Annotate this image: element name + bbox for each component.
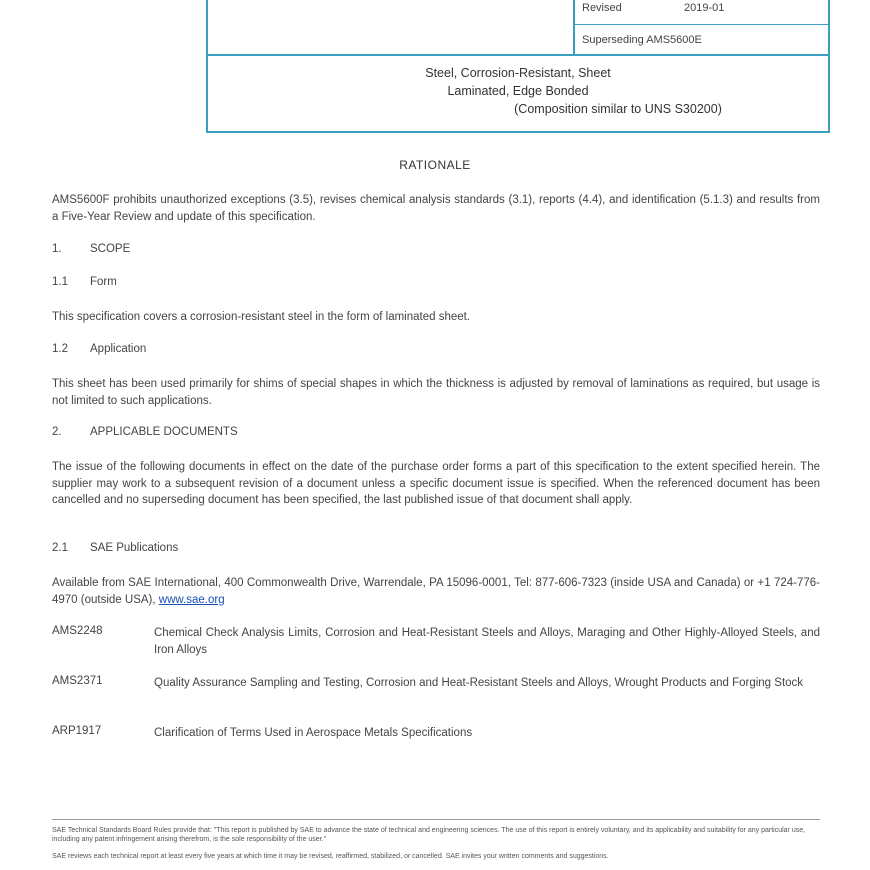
header-box bbox=[206, 0, 830, 133]
section-title: APPLICABLE DOCUMENTS bbox=[90, 426, 238, 438]
section-number: 1.2 bbox=[52, 343, 68, 355]
footer-notice-1: SAE Technical Standards Board Rules provide that: "This report is published by SAE to advance the state of technical and engineering sciences. The use of this report is entirely voluntary, and its applicability and suitability for any particular use, including any patent infringement arising therefrom, is the sole responsibility of the user." bbox=[52, 827, 806, 843]
title-line-3: (Composition similar to UNS S30200) bbox=[514, 102, 722, 116]
section-title: Application bbox=[90, 343, 147, 355]
section-1-2-heading bbox=[52, 343, 146, 355]
sae-availability-text bbox=[52, 575, 820, 608]
revised-value: 2019-01 bbox=[684, 2, 725, 14]
ref-code: AMS2371 bbox=[52, 675, 103, 687]
header-divider-small bbox=[573, 24, 830, 25]
section-number: 1. bbox=[52, 243, 62, 255]
ref-title: Chemical Check Analysis Limits, Corrosion and Heat-Resistant Steels and Alloys, Maraging and Other Highly-Alloyed Steels, and Iron Alloys bbox=[154, 627, 820, 656]
applicable-docs-text: The issue of the following documents in effect on the date of the purchase order forms a part of this specification to the extent specified herein. The supplier may work to a subsequent revision of a document unless a specific document issue is specified. When the referenced document has been cancelled and no superseding document has been specified, the last published issue of that document shall apply. bbox=[52, 461, 820, 506]
rationale-text: AMS5600F prohibits unauthorized exceptions (3.5), revises chemical analysis standards (3.1), reports (4.4), and identification (5.1.3) and results from a Five-Year Review and update of this specification. bbox=[52, 194, 820, 223]
section-number: 2.1 bbox=[52, 542, 68, 554]
section-1-heading bbox=[52, 243, 130, 255]
form-text: This specification covers a corrosion-resistant steel in the form of laminated sheet. bbox=[52, 311, 471, 323]
rationale-heading: RATIONALE bbox=[399, 158, 471, 172]
section-2-1-heading bbox=[52, 542, 178, 554]
superseding-label: Superseding AMS5600E bbox=[582, 34, 702, 46]
title-line-1: Steel, Corrosion-Resistant, Sheet bbox=[425, 66, 611, 80]
title-line-2: Laminated, Edge Bonded bbox=[447, 84, 589, 98]
section-number: 2. bbox=[52, 426, 62, 438]
section-number: 1.1 bbox=[52, 276, 68, 288]
section-title: Form bbox=[90, 276, 117, 288]
ref-code: ARP1917 bbox=[52, 725, 102, 737]
document-title bbox=[208, 64, 828, 118]
header-divider-horizontal bbox=[208, 54, 828, 56]
section-title: SAE Publications bbox=[90, 542, 179, 554]
section-2-heading bbox=[52, 426, 238, 438]
section-title: SCOPE bbox=[90, 243, 131, 255]
footer-notice-2: SAE reviews each technical report at least every five years at which time it may be revised, reaffirmed, stabilized, or cancelled. SAE invites your written comments and suggestions. bbox=[52, 853, 609, 860]
ref-code: AMS2248 bbox=[52, 625, 103, 637]
application-text: This sheet has been used primarily for shims of special shapes in which the thickness is adjusted by removal of laminations as required, but usage is not limited to such applications. bbox=[52, 378, 820, 407]
sae-website-link[interactable]: www.sae.org bbox=[158, 593, 225, 606]
revised-label: Revised bbox=[582, 2, 622, 14]
section-1-1-heading bbox=[52, 276, 117, 288]
footer-rule bbox=[52, 819, 820, 820]
ref-title: Clarification of Terms Used in Aerospace Metals Specifications bbox=[154, 727, 473, 739]
header-divider-vertical bbox=[573, 0, 575, 55]
ref-title: Quality Assurance Sampling and Testing, Corrosion and Heat-Resistant Steels and Alloys, Wrought Products and Forging Stock bbox=[154, 677, 804, 689]
sae-availability-body: Available from SAE International, 400 Commonwealth Drive, Warrendale, PA 15096-0001, Tel: 877-606-7323 (inside USA and Canada) or +1 724-776-4970 (outside USA), bbox=[52, 577, 820, 606]
